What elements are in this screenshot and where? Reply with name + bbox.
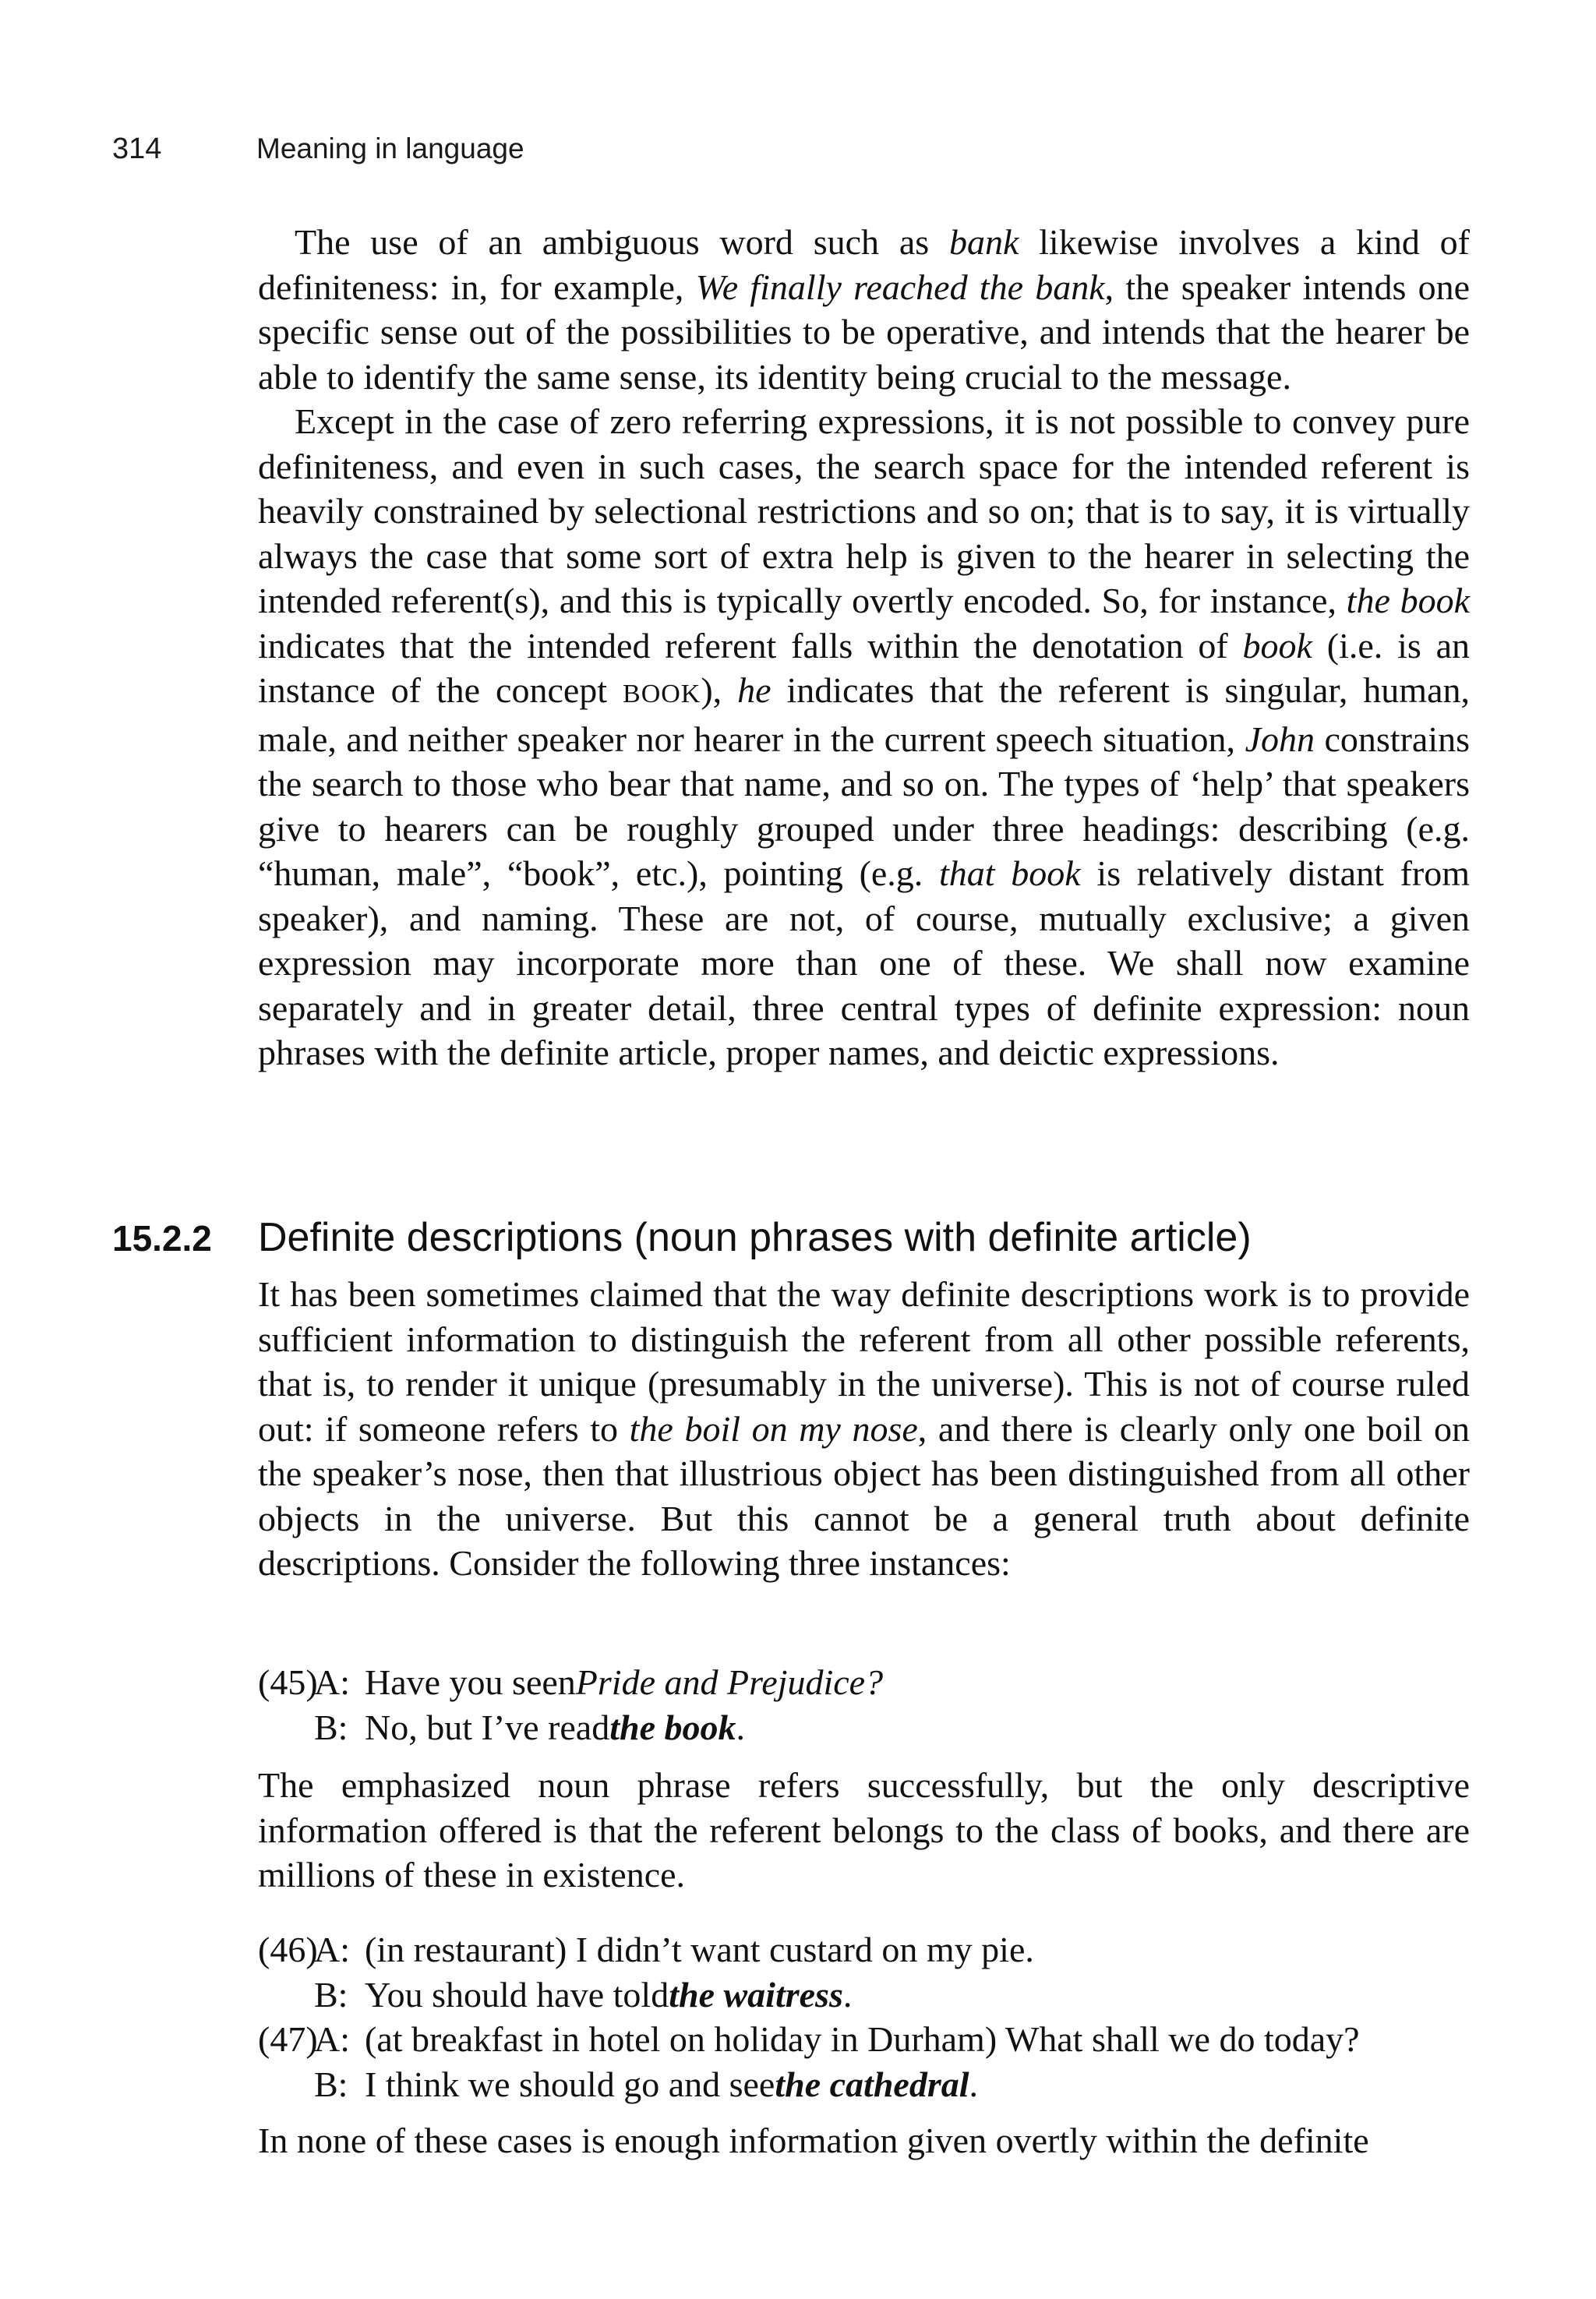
example-number: (47) xyxy=(258,2019,318,2059)
paragraph-pure-definiteness: Except in the case of zero referring expressions, it is not possible to convey pure definiteness, and even in such cases, the search space for the intended referent is heavily constrained by selectional restrictions and so on; that is to say, it is virtually always the case that some sort of extra help is given to the hearer in selecting the intended referent(s), and this is typically overtly encoded. So, for instance, the book indicates that the intended referent falls within the denotation of book (i.e. is an instance of the concept BOOK), he indicates that the referent is singular, human, male, and neither speaker nor hearer in the current speech situation, John constrains the search to those who bear that name, and so on. The types of ‘help’ that speakers give to hearers can be roughly grouped under three headings: describing (e.g. “human, male”, “book”, etc.), pointing (e.g. that book is relatively distant from speaker), and naming. These are not, of course, mutually exclusive; a given expression may incorporate more than one of these. We shall now examine separately and in greater detail, three central types of definite expression: noun phrases with the definite article, proper names, and deictic expressions. xyxy=(258,401,1471,1072)
speaker-label: B: xyxy=(314,1974,348,2015)
example-line: B: You should have told the waitress . xyxy=(258,1972,1034,2018)
italic-term: bank xyxy=(948,222,1019,262)
example-number: (46) xyxy=(258,1930,318,1969)
italic-example: We finally reached the bank xyxy=(695,267,1105,307)
paragraph-definite-descriptions: It has been sometimes claimed that the way definite descriptions work is to provide sufficient information to distinguish the referent from all other possible referents, that is, to render it unique (presumably in the universe). This is not of course ruled out: if someone refers to the boil on my nose, and there is clearly only one boil on the speaker’s nose, then that illustrious object has been distinguished from all other objects in the universe. But this cannot be a general truth about definite descriptions. Consider the following three instances: xyxy=(258,1274,1471,1583)
example-47 xyxy=(258,2017,1360,2107)
paragraph-ambiguous-word: The use of an ambiguous word such as bank likewise involves a kind of definiteness: in, for example, We finally reached the bank, the speaker intends one specific sense out of the possibilities to be operative, and intends that the hearer be able to identify the same sense, its identity being crucial to the message. xyxy=(258,222,1470,397)
paragraph-emphasized-np: The emphasized noun phrase refers successfully, but the only descriptive information offered is that the referent belongs to the class of books, and there are millions of these in existence. xyxy=(258,1765,1470,1895)
speaker-label: A: xyxy=(314,1930,350,1969)
example-line: B: I think we should go and see the cathedral . xyxy=(258,2062,1360,2107)
example-line: B: No, but I’ve read the book . xyxy=(258,1705,883,1750)
example-line: (45) A: Have you seen Pride and Prejudice? xyxy=(258,1660,883,1705)
body-text-block-3 xyxy=(258,1763,1470,1898)
body-text-block-4 xyxy=(258,2118,1470,2163)
running-title: Meaning in language xyxy=(256,132,524,164)
speaker-label: B: xyxy=(314,1707,348,1747)
section-number: 15.2.2 xyxy=(112,1218,212,1259)
example-45 xyxy=(258,1660,883,1750)
example-line: (47) A: (at breakfast in hotel on holiday in Durham) What shall we do today? xyxy=(258,2017,1360,2062)
body-text-block-1 xyxy=(258,220,1470,1075)
running-header xyxy=(112,132,524,166)
speaker-label: B: xyxy=(314,2064,348,2104)
example-line: (46) A: (in restaurant) I didn’t want custard on my pie. xyxy=(258,1927,1034,1972)
paragraph-continuation: In none of these cases is enough information given overtly within the definite xyxy=(258,2121,1369,2160)
page-number: 314 xyxy=(112,132,162,165)
speaker-label: A: xyxy=(314,1662,350,1702)
body-text-block-2 xyxy=(258,1272,1470,1586)
section-title: Definite descriptions (noun phrases with definite article) xyxy=(258,1215,1252,1260)
example-number: (45) xyxy=(258,1662,318,1702)
small-caps-concept: BOOK xyxy=(623,680,701,708)
example-46 xyxy=(258,1927,1034,2017)
speaker-label: A: xyxy=(314,2019,350,2059)
section-heading xyxy=(112,1214,1252,1261)
